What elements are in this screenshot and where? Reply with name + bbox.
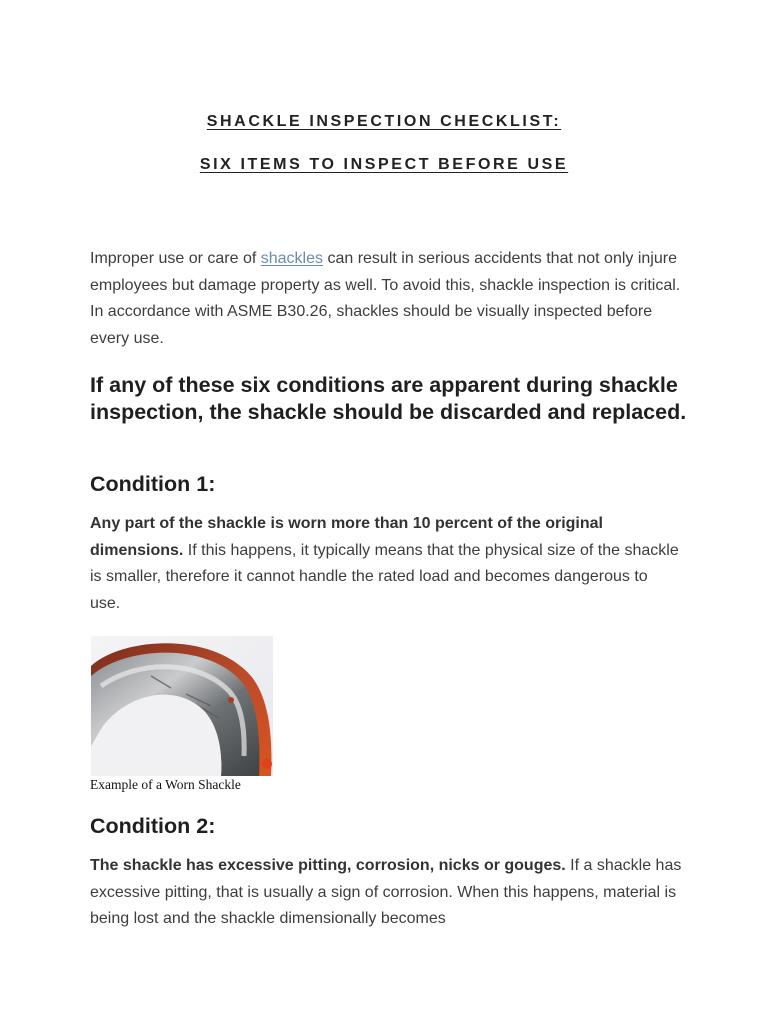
intro-paragraph [90, 246, 682, 352]
condition-1-heading: Condition 1: [90, 472, 216, 496]
condition-1-bold-text: Any part of the shackle is worn more than 10 percent of the original dimensions. [90, 515, 603, 559]
condition-2-paragraph [90, 853, 682, 933]
title-line-2: SIX ITEMS TO INSPECT BEFORE USE [199, 156, 569, 173]
warning-heading: If any of these six conditions are apparent during shackle inspection, the shackle should be discarded and replaced. [90, 373, 687, 424]
rust-spot [228, 697, 234, 703]
intro-text-before-link: Improper use or care of [90, 250, 261, 267]
condition-1-paragraph [90, 511, 682, 617]
worn-shackle-photo [91, 636, 273, 776]
image-caption: Example of a Worn Shackle [90, 777, 241, 792]
document-subtitle [0, 156, 768, 174]
document-title [0, 113, 768, 131]
condition-2-heading: Condition 2: [90, 814, 216, 838]
condition-2-body-text: If a shackle has excessive pitting, that is usually a sign of corrosion. When this happens, material is being lost and the shackle dimensionally becomes [90, 857, 682, 927]
condition-1-body-text: If this happens, it typically means that the physical size of the shackle is smaller, therefore it cannot handle the rated load and becomes dangerous to use. [90, 541, 679, 612]
title-line-1: SHACKLE INSPECTION CHECKLIST: [206, 113, 562, 130]
shackles-link[interactable]: shackles [260, 250, 323, 267]
condition-2-bold-text: The shackle has excessive pitting, corrosion, nicks or gouges. [90, 857, 566, 874]
intro-text-after-link: can result in serious accidents that not only injure employees but damage property as well. To avoid this, shackle inspection is critical. In accordance with ASME B30.26, shackles should be visually inspected before every use. [90, 250, 681, 347]
rust-spot-2 [262, 759, 272, 769]
